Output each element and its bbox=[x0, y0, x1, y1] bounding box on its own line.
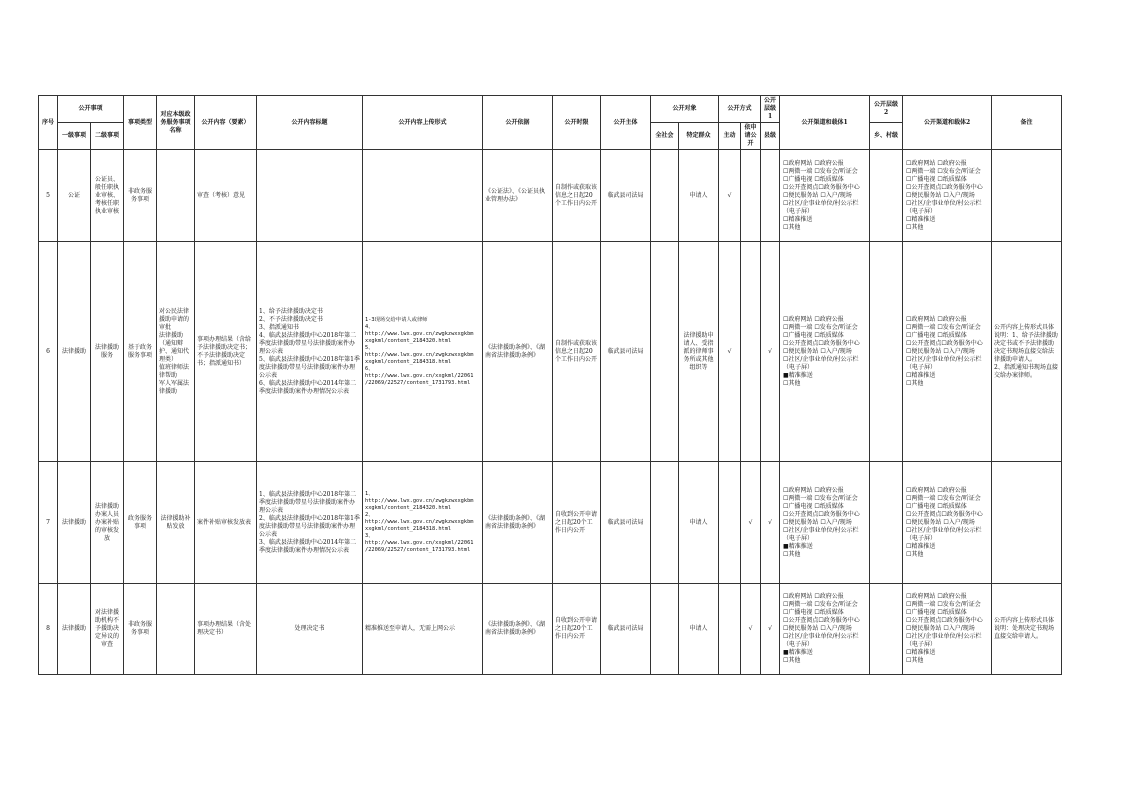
header-tier1: 公开层级1 bbox=[761, 96, 780, 123]
cell-active bbox=[719, 462, 741, 584]
header-gov-service-name: 对应本级政务服务事项名称 bbox=[157, 96, 195, 150]
cell-remarks: 公开内容上传形式具体说明：处理决定书现场直接交给申请人。 bbox=[992, 584, 1062, 675]
cell-active: √ bbox=[719, 242, 741, 462]
cell-channel2: ☐政府网站 ☐政府公报 ☐两微一端 ☐发布会/听证会 ☐广播电视 ☐纸质媒体 ☐公开查阅点☐政务服务中心 ☐便民服务站 ☐入户/现场 ☐社区/企事业单位/村公示栏（电子屏） ☐精准推送 ☐其他 bbox=[903, 584, 992, 675]
cell-basis: 《法律援助条例》、《湖南省法律援助条例》 bbox=[483, 584, 553, 675]
cell-upload-form: 1-3现场交给申请人或律师 4、 http://www.lwx.gov.cn/zwgkzwxxgkbm xxgkml/content_2184320.html 5、 http://www.lwx.gov.cn/zwgkzwxxgkbm xxgkml/content_2184318.html 6、 http://www.lwx.gov.cn/xxgkml/22061 /22069/22527/content_1731793.html bbox=[363, 242, 483, 462]
cell-township bbox=[870, 584, 903, 675]
cell-channel1: ☐政府网站 ☐政府公报 ☐两微一端 ☐发布会/听证会 ☐广播电视 ☐纸质媒体 ☐公开查阅点☐政务服务中心 ☐便民服务站 ☐入户/现场 ☐社区/企事业单位/村公示栏（电子屏） ■精准推送 ☐其他 bbox=[780, 242, 870, 462]
cell-channel1: ☐政府网站 ☐政府公报 ☐两微一端 ☐发布会/听证会 ☐广播电视 ☐纸质媒体 ☐公开查阅点☐政务服务中心 ☐便民服务站 ☐入户/现场 ☐社区/企事业单位/村公示栏（电子屏） ■精准推送 ☐其他 bbox=[780, 462, 870, 584]
cell-level1: 公证 bbox=[58, 150, 91, 242]
cell-gov-service-name bbox=[157, 150, 195, 242]
cell-content-title bbox=[257, 150, 363, 242]
header-specific-group: 特定群众 bbox=[679, 123, 719, 150]
cell-whole-society bbox=[651, 584, 679, 675]
cell-time-limit: 自制作或获取该信息之日起20个工作日内公开 bbox=[553, 242, 601, 462]
cell-basis: 《公证法》、《公证员执业管理办法》 bbox=[483, 150, 553, 242]
header-channel1: 公开渠道和载体1 bbox=[780, 96, 870, 150]
cell-time-limit: 自收到公开申请之日起20个工作日内公开 bbox=[553, 584, 601, 675]
cell-basis: 《法律援助条例》、《湖南省法律援助条例》 bbox=[483, 242, 553, 462]
header-level2: 二级事项 bbox=[91, 123, 124, 150]
header-time-limit: 公开时限 bbox=[553, 96, 601, 150]
cell-upload-form bbox=[363, 150, 483, 242]
cell-subject: 临武县司法局 bbox=[601, 150, 651, 242]
header-content-title: 公开内容标题 bbox=[257, 96, 363, 150]
header-tier2: 公开层级2 bbox=[870, 96, 903, 123]
header-on-request: 依申请公开 bbox=[741, 123, 761, 150]
cell-content-elements: 审查（考核）意见 bbox=[195, 150, 257, 242]
cell-subject: 临武县司法局 bbox=[601, 584, 651, 675]
cell-upload-form: 1、 http://www.lwx.gov.cn/zwgkzwxxgkbm xxgkml/content_2184320.html 2、 http://www.lwx.gov.cn/zwgkzwxxgkbm xxgkml/content_2184318.html 3、 http://www.lwx.gov.cn/xxgkml/22061 /22069/22527/content_1731793.html bbox=[363, 462, 483, 584]
cell-county: √ bbox=[761, 462, 780, 584]
cell-township bbox=[870, 242, 903, 462]
cell-gov-service-name: 对公民法律援助申请的审批 法律援助（通知辩护、通知代理类） 值班律师法律帮助 军人军属法律援助 bbox=[157, 242, 195, 462]
cell-county: √ bbox=[761, 584, 780, 675]
cell-level2: 对法律援助机构不予援助决定异议的审查 bbox=[91, 584, 124, 675]
cell-county bbox=[761, 150, 780, 242]
header-upload-form: 公开内容上传形式 bbox=[363, 96, 483, 150]
cell-upload-form: 精准推送至申请人，无需上网公示 bbox=[363, 584, 483, 675]
cell-content-elements: 事项办理结果（含处理决定书） bbox=[195, 584, 257, 675]
header-public-items: 公开事项 bbox=[58, 96, 124, 123]
cell-on-request bbox=[741, 150, 761, 242]
cell-subject: 临武县司法局 bbox=[601, 242, 651, 462]
cell-county: √ bbox=[761, 242, 780, 462]
cell-item-type: 基于政务服务事项 bbox=[124, 242, 157, 462]
header-subject: 公开主体 bbox=[601, 96, 651, 150]
header-remarks: 备注 bbox=[992, 96, 1062, 150]
header-basis: 公开依据 bbox=[483, 96, 553, 150]
cell-gov-service-name: 法律援助补贴发放 bbox=[157, 462, 195, 584]
header-content-elements: 公开内容（要素） bbox=[195, 96, 257, 150]
table-header bbox=[39, 96, 1062, 150]
cell-active: √ bbox=[719, 150, 741, 242]
cell-level1: 法律援助 bbox=[58, 462, 91, 584]
cell-time-limit: 自制作或获取该信息之日起20个工作日内公开 bbox=[553, 150, 601, 242]
table-row bbox=[39, 242, 1062, 462]
cell-township bbox=[870, 150, 903, 242]
cell-channel2: ☐政府网站 ☐政府公报 ☐两微一端 ☐发布会/听证会 ☐广播电视 ☐纸质媒体 ☐公开查阅点☐政务服务中心 ☐便民服务站 ☐入户/现场 ☐社区/企事业单位/村公示栏（电子屏） ☐精准推送 ☐其他 bbox=[903, 150, 992, 242]
cell-specific-group: 申请人 bbox=[679, 584, 719, 675]
cell-seq: 7 bbox=[39, 462, 58, 584]
cell-channel2: ☐政府网站 ☐政府公报 ☐两微一端 ☐发布会/听证会 ☐广播电视 ☐纸质媒体 ☐公开查阅点☐政务服务中心 ☐便民服务站 ☐入户/现场 ☐社区/企事业单位/村公示栏（电子屏） ☐精准推送 ☐其他 bbox=[903, 242, 992, 462]
cell-level1: 法律援助 bbox=[58, 242, 91, 462]
header-active: 主动 bbox=[719, 123, 741, 150]
table-row bbox=[39, 150, 1062, 242]
cell-channel1: ☐政府网站 ☐政府公报 ☐两微一端 ☐发布会/听证会 ☐广播电视 ☐纸质媒体 ☐公开查阅点☐政务服务中心 ☐便民服务站 ☐入户/现场 ☐社区/企事业单位/村公示栏（电子屏） ☐精准推送 ☐其他 bbox=[780, 150, 870, 242]
cell-seq: 6 bbox=[39, 242, 58, 462]
cell-level2: 法律援助服务 bbox=[91, 242, 124, 462]
header-level1: 一级事项 bbox=[58, 123, 91, 150]
cell-whole-society bbox=[651, 462, 679, 584]
cell-specific-group: 申请人 bbox=[679, 150, 719, 242]
cell-on-request: √ bbox=[741, 462, 761, 584]
table-row bbox=[39, 462, 1062, 584]
cell-content-title: 1、给予法律援助决定书 2、不予法律援助决定书 3、指派通知书 4、临武县法律援助中心2018年第二季度法律援助带星号法律援助案件办理公示表 5、临武县法律援助中心2018年第1季度法律援助带星号法律援助案件办理公示表 6、临武县法律援助中心2014年第二季度法律援助案件办理情况公示表 bbox=[257, 242, 363, 462]
cell-level1: 法律援助 bbox=[58, 584, 91, 675]
cell-township bbox=[870, 462, 903, 584]
cell-seq: 5 bbox=[39, 150, 58, 242]
cell-remarks bbox=[992, 462, 1062, 584]
cell-specific-group: 申请人 bbox=[679, 462, 719, 584]
cell-item-type: 非政务服务事项 bbox=[124, 584, 157, 675]
cell-time-limit: 自收到公开申请之日起20个工作日内公开 bbox=[553, 462, 601, 584]
cell-level2: 公证员、般任职执业审核、考核任职执业审核 bbox=[91, 150, 124, 242]
cell-on-request bbox=[741, 242, 761, 462]
cell-active bbox=[719, 584, 741, 675]
header-whole-society: 全社会 bbox=[651, 123, 679, 150]
header-item-type: 事项类型 bbox=[124, 96, 157, 150]
cell-level2: 法律援助办案人员办案补贴的审核发放 bbox=[91, 462, 124, 584]
cell-content-title: 处理决定书 bbox=[257, 584, 363, 675]
cell-channel1: ☐政府网站 ☐政府公报 ☐两微一端 ☐发布会/听证会 ☐广播电视 ☐纸质媒体 ☐公开查阅点☐政务服务中心 ☐便民服务站 ☐入户/现场 ☐社区/企事业单位/村公示栏（电子屏） ■精准推送 ☐其他 bbox=[780, 584, 870, 675]
header-channel2: 公开渠道和载体2 bbox=[903, 96, 992, 150]
cell-whole-society bbox=[651, 150, 679, 242]
cell-content-title: 1、临武县法律援助中心2018年第二季度法律援助带星号法律援助案件办理公示表 2、临武县法律援助中心2018年第1季度法律援助带星号法律援助案件办理公示表 3、临武县法律援助中心2014年第二季度法律援助案件办理情况公示表 bbox=[257, 462, 363, 584]
cell-item-type: 非政务服务事项 bbox=[124, 150, 157, 242]
header-method: 公开方式 bbox=[719, 96, 761, 123]
cell-gov-service-name bbox=[157, 584, 195, 675]
cell-remarks bbox=[992, 150, 1062, 242]
cell-seq: 8 bbox=[39, 584, 58, 675]
header-seq: 序号 bbox=[39, 96, 58, 150]
cell-specific-group: 法律援助申请人、受指派的律师事务所或其他组织等 bbox=[679, 242, 719, 462]
disclosure-document bbox=[38, 95, 1062, 675]
cell-item-type: 政务服务事项 bbox=[124, 462, 157, 584]
cell-subject: 临武县司法局 bbox=[601, 462, 651, 584]
cell-remarks: 公开内容上传形式具体说明：1、给予法律援助决定书或不予法律援助决定书现场直接交给法律援助申请人。 2、指派通知书现场直接交给办案律师。 bbox=[992, 242, 1062, 462]
header-township: 乡、村级 bbox=[870, 123, 903, 150]
cell-whole-society bbox=[651, 242, 679, 462]
disclosure-table bbox=[38, 95, 1062, 675]
cell-on-request: √ bbox=[741, 584, 761, 675]
header-county: 县级 bbox=[761, 123, 780, 150]
header-target: 公开对象 bbox=[651, 96, 719, 123]
cell-content-elements: 事项办理结果（含给予法律援助决定书；不予法律援助决定书；指派通知书） bbox=[195, 242, 257, 462]
table-row bbox=[39, 584, 1062, 675]
cell-basis: 《法律援助条例》、《湖南省法律援助条例》 bbox=[483, 462, 553, 584]
cell-channel2: ☐政府网站 ☐政府公报 ☐两微一端 ☐发布会/听证会 ☐广播电视 ☐纸质媒体 ☐公开查阅点☐政务服务中心 ☐便民服务站 ☐入户/现场 ☐社区/企事业单位/村公示栏（电子屏） ☐精准推送 ☐其他 bbox=[903, 462, 992, 584]
cell-content-elements: 案件补贴审核发放表 bbox=[195, 462, 257, 584]
